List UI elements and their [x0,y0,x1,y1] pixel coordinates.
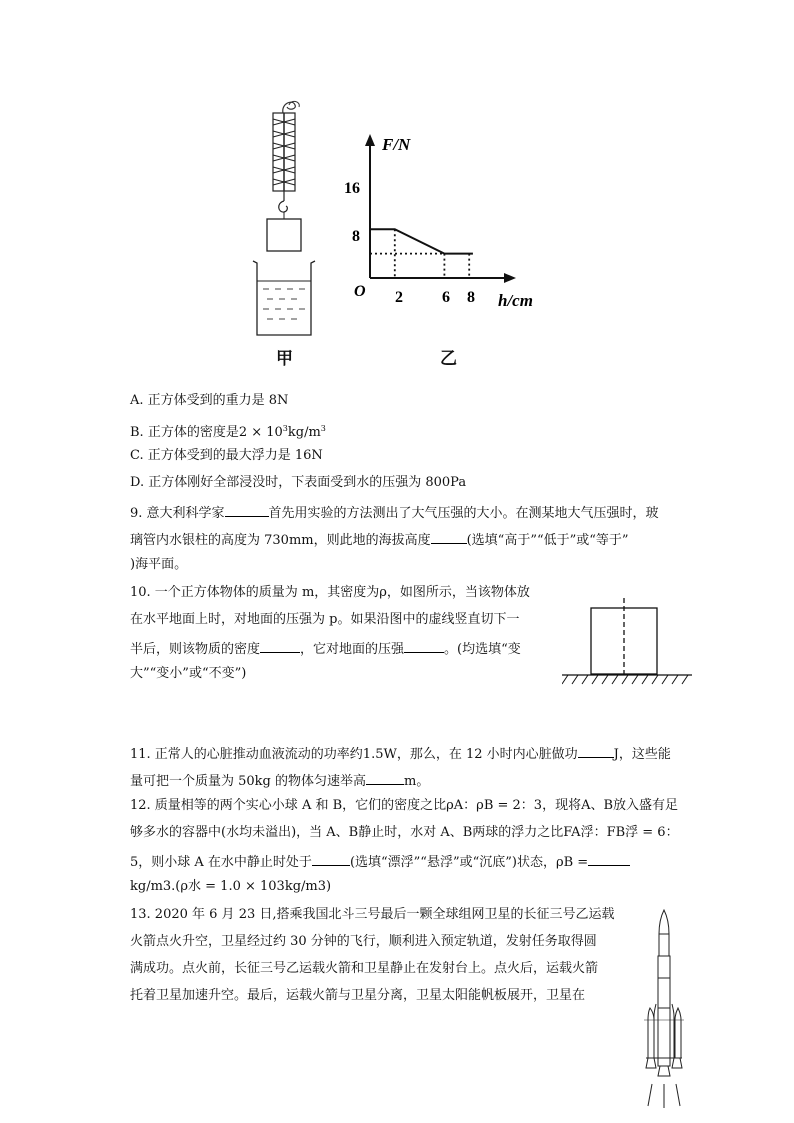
x-axis-label: h/cm [498,291,533,310]
figure-jia-apparatus [245,95,345,340]
q11-line-2: 量可把一个质量为 50kg 的物体匀速举高 m。 [130,770,429,791]
option-c: C. 正方体受到的最大浮力是 16N [130,448,323,463]
x-tick-6: 6 [442,289,450,306]
figure-yi-graph [340,130,550,320]
q13-line-4: 托着卫星加速升空。最后，运载火箭与卫星分离，卫星太阳能帆板展开，卫星在 [130,988,586,1003]
q13-line-3: 满成功。点火前，长征三号乙运载火箭和卫星静止在发射台上。点火后，运载火箭 [130,961,599,976]
option-d: D. 正方体刚好全部浸没时，下表面受到水的压强为 800Pa [130,475,467,490]
q12-line-4: kg/m3.(ρ水 = 1.0 × 103kg/m3) [130,879,332,894]
origin-label: O [354,283,366,300]
q9-line-2: 璃管内水银柱的高度为 730mm，则此地的海拔高度 (选填“高于”“低于”或“等于” [130,529,629,550]
q10-line-2: 在水平地面上时，对地面的压强为 p。如果沿图中的虚线竖直切下一 [130,612,520,627]
y-axis-label: F/N [382,135,411,154]
figure-yi-label: 乙 [440,349,457,369]
q10-line-1: 10. 一个正方体物体的质量为 m，其密度为ρ，如图所示，当该物体放 [130,585,530,600]
q13-line-1: 13. 2020 年 6 月 23 日,搭乘我国北斗三号最后一颗全球组网卫星的长征三号乙运载 [130,907,615,922]
option-b: B. 正方体的密度是$2 \times 10^3kg/m^3$ [130,424,326,440]
q12-line-1: 12. 质量相等的两个实心小球 A 和 B，它们的密度之比ρA：ρB = 2：3，现将A、B放入盛有足 [130,798,679,813]
q13-line-2: 火箭点火升空，卫星经过约 30 分钟的飞行，顺利进入预定轨道，发射任务取得圆 [130,934,597,949]
q12-line-2: 够多水的容器中(水均未溢出)，当 A、B静止时，水对 A、B两球的浮力之比FA浮：FB浮 = 6： [130,825,679,840]
q10-line-4: 大”“变小”或“不变”) [130,666,247,681]
y-tick-16: 16 [344,180,360,197]
graph-axes [365,134,516,283]
x-tick-2: 2 [395,289,403,306]
q12-line-3: 5，则小球 A 在水中静止时处于 (选填“漂浮”“悬浮”或“沉底”)状态，ρB = [130,851,630,872]
q9-line-3: )海平面。 [130,557,188,572]
q9-line-1: 9. 意大利科学家 首先用实验的方法测出了大气压强的大小。在测某地大气压强时，玻 [130,502,659,523]
q10-cube-figure [562,596,692,688]
q10-line-3: 半后，则该物质的密度 ，它对地面的压强 。(均选填“变 [130,638,521,659]
q11-line-1: 11. 正常人的心脏推动血液流动的功率约1.5W，那么，在 12 小时内心脏做功 J，这些能 [130,743,671,764]
x-tick-8: 8 [467,289,475,306]
rocket-icon [636,908,692,1110]
figure-jia-label: 甲 [276,349,293,369]
graph-data-line [370,229,473,253]
option-a: A. 正方体受到的重力是 8N [130,393,289,408]
y-tick-8: 8 [352,228,360,245]
